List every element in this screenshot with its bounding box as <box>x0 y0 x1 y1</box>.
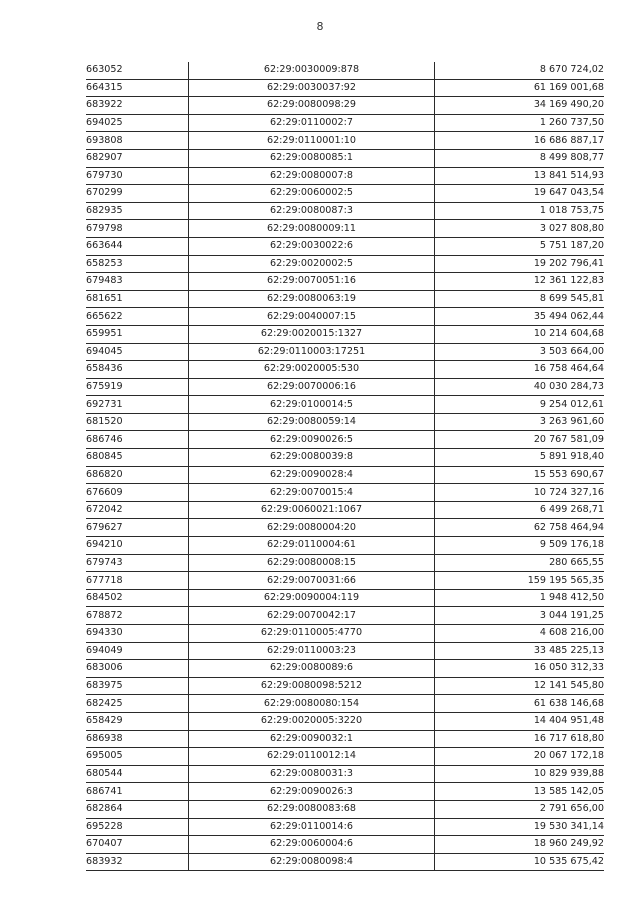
object-id-cell: 679483 <box>86 273 189 291</box>
table-body <box>86 62 604 871</box>
cadastral-number-cell: 62:29:0110014:6 <box>189 818 435 836</box>
cadastral-number-cell: 62:29:0020002:5 <box>189 255 435 273</box>
cadastral-number-cell: 62:29:0030037:92 <box>189 79 435 97</box>
page-number: 8 <box>316 20 324 33</box>
cadastral-value-cell: 10 829 939,88 <box>435 765 605 783</box>
cadastral-value-cell: 12 361 122,83 <box>435 273 605 291</box>
object-id-cell: 678872 <box>86 607 189 625</box>
cadastral-value-cell: 10 535 675,42 <box>435 853 605 871</box>
object-id-cell: 695005 <box>86 748 189 766</box>
object-id-cell: 684502 <box>86 589 189 607</box>
cadastral-number-cell: 62:29:0020005:530 <box>189 361 435 379</box>
table-row <box>86 484 604 502</box>
table-row <box>86 466 604 484</box>
cadastral-number-cell: 62:29:0110003:17251 <box>189 343 435 361</box>
table-row <box>86 202 604 220</box>
cadastral-value-cell: 3 044 191,25 <box>435 607 605 625</box>
cadastral-value-cell: 8 499 808,77 <box>435 149 605 167</box>
cadastral-value-cell: 61 169 001,68 <box>435 79 605 97</box>
table-row <box>86 625 604 643</box>
object-id-cell: 686820 <box>86 466 189 484</box>
object-id-cell: 686741 <box>86 783 189 801</box>
table-row <box>86 677 604 695</box>
table-row <box>86 537 604 555</box>
cadastral-value-cell: 40 030 284,73 <box>435 378 605 396</box>
object-id-cell: 679627 <box>86 519 189 537</box>
object-id-cell: 658253 <box>86 255 189 273</box>
cadastral-number-cell: 62:29:0080089:6 <box>189 660 435 678</box>
table-row <box>86 149 604 167</box>
object-id-cell: 672042 <box>86 501 189 519</box>
cadastral-number-cell: 62:29:0090032:1 <box>189 730 435 748</box>
cadastral-number-cell: 62:29:0030009:878 <box>189 62 435 79</box>
table-row <box>86 572 604 590</box>
cadastral-number-cell: 62:29:0080008:15 <box>189 554 435 572</box>
cadastral-value-cell: 13 841 514,93 <box>435 167 605 185</box>
table-row <box>86 501 604 519</box>
cadastral-value-cell: 6 499 268,71 <box>435 501 605 519</box>
object-id-cell: 694330 <box>86 625 189 643</box>
object-id-cell: 694210 <box>86 537 189 555</box>
table-row <box>86 255 604 273</box>
table-row <box>86 449 604 467</box>
cadastral-value-cell: 12 141 545,80 <box>435 677 605 695</box>
table-row <box>86 361 604 379</box>
object-id-cell: 664315 <box>86 79 189 97</box>
object-id-cell: 681651 <box>86 290 189 308</box>
cadastral-number-cell: 62:29:0080007:8 <box>189 167 435 185</box>
cadastral-value-cell: 3 027 808,80 <box>435 220 605 238</box>
object-id-cell: 683975 <box>86 677 189 695</box>
cadastral-number-cell: 62:29:0070051:16 <box>189 273 435 291</box>
table-row <box>86 185 604 203</box>
object-id-cell: 682425 <box>86 695 189 713</box>
object-id-cell: 679730 <box>86 167 189 185</box>
table-row <box>86 308 604 326</box>
table-row <box>86 836 604 854</box>
cadastral-number-cell: 62:29:0080031:3 <box>189 765 435 783</box>
object-id-cell: 670299 <box>86 185 189 203</box>
object-id-cell: 682864 <box>86 800 189 818</box>
cadastral-value-table <box>86 62 604 871</box>
table-row <box>86 79 604 97</box>
cadastral-value-cell: 1 948 412,50 <box>435 589 605 607</box>
table-row <box>86 748 604 766</box>
cadastral-number-cell: 62:29:0080087:3 <box>189 202 435 220</box>
cadastral-number-cell: 62:29:0110004:61 <box>189 537 435 555</box>
cadastral-number-cell: 62:29:0070031:66 <box>189 572 435 590</box>
object-id-cell: 692731 <box>86 396 189 414</box>
object-id-cell: 679798 <box>86 220 189 238</box>
table-row <box>86 607 604 625</box>
cadastral-number-cell: 62:29:0100014:5 <box>189 396 435 414</box>
object-id-cell: 663052 <box>86 62 189 79</box>
table-row <box>86 853 604 871</box>
cadastral-number-cell: 62:29:0040007:15 <box>189 308 435 326</box>
object-id-cell: 686938 <box>86 730 189 748</box>
cadastral-value-cell: 3 503 664,00 <box>435 343 605 361</box>
table-row <box>86 642 604 660</box>
cadastral-number-cell: 62:29:0080009:11 <box>189 220 435 238</box>
cadastral-number-cell: 62:29:0060004:6 <box>189 836 435 854</box>
cadastral-number-cell: 62:29:0070015:4 <box>189 484 435 502</box>
cadastral-value-cell: 5 891 918,40 <box>435 449 605 467</box>
table-row <box>86 396 604 414</box>
table-row <box>86 783 604 801</box>
table-row <box>86 712 604 730</box>
cadastral-number-cell: 62:29:0110005:4770 <box>189 625 435 643</box>
object-id-cell: 658436 <box>86 361 189 379</box>
cadastral-number-cell: 62:29:0080080:154 <box>189 695 435 713</box>
cadastral-value-cell: 10 724 327,16 <box>435 484 605 502</box>
object-id-cell: 679743 <box>86 554 189 572</box>
object-id-cell: 658429 <box>86 712 189 730</box>
cadastral-number-cell: 62:29:0080085:1 <box>189 149 435 167</box>
cadastral-value-cell: 61 638 146,68 <box>435 695 605 713</box>
table-row <box>86 273 604 291</box>
cadastral-value-cell: 33 485 225,13 <box>435 642 605 660</box>
table-row <box>86 290 604 308</box>
cadastral-value-cell: 159 195 565,35 <box>435 572 605 590</box>
cadastral-number-cell: 62:29:0030022:6 <box>189 237 435 255</box>
table-row <box>86 519 604 537</box>
cadastral-number-cell: 62:29:0060021:1067 <box>189 501 435 519</box>
table-row <box>86 62 604 79</box>
cadastral-value-cell: 4 608 216,00 <box>435 625 605 643</box>
cadastral-number-cell: 62:29:0080098:5212 <box>189 677 435 695</box>
cadastral-number-cell: 62:29:0080004:20 <box>189 519 435 537</box>
cadastral-value-cell: 19 202 796,41 <box>435 255 605 273</box>
table-row <box>86 589 604 607</box>
table-row <box>86 343 604 361</box>
object-id-cell: 682907 <box>86 149 189 167</box>
cadastral-value-cell: 280 665,55 <box>435 554 605 572</box>
table-row <box>86 413 604 431</box>
cadastral-value-cell: 15 553 690,67 <box>435 466 605 484</box>
object-id-cell: 683932 <box>86 853 189 871</box>
object-id-cell: 676609 <box>86 484 189 502</box>
object-id-cell: 695228 <box>86 818 189 836</box>
cadastral-number-cell: 62:29:0020015:1327 <box>189 325 435 343</box>
cadastral-value-cell: 20 767 581,09 <box>435 431 605 449</box>
cadastral-number-cell: 62:29:0070042:17 <box>189 607 435 625</box>
object-id-cell: 683006 <box>86 660 189 678</box>
cadastral-value-cell: 1 260 737,50 <box>435 114 605 132</box>
cadastral-number-cell: 62:29:0080039:8 <box>189 449 435 467</box>
cadastral-value-cell: 2 791 656,00 <box>435 800 605 818</box>
cadastral-value-cell: 14 404 951,48 <box>435 712 605 730</box>
cadastral-number-cell: 62:29:0080098:29 <box>189 97 435 115</box>
cadastral-value-cell: 8 670 724,02 <box>435 62 605 79</box>
object-id-cell: 693808 <box>86 132 189 150</box>
table-row <box>86 132 604 150</box>
cadastral-value-cell: 62 758 464,94 <box>435 519 605 537</box>
cadastral-value-cell: 16 050 312,33 <box>435 660 605 678</box>
cadastral-number-cell: 62:29:0080098:4 <box>189 853 435 871</box>
cadastral-number-cell: 62:29:0080083:68 <box>189 800 435 818</box>
object-id-cell: 694025 <box>86 114 189 132</box>
table-row <box>86 730 604 748</box>
object-id-cell: 686746 <box>86 431 189 449</box>
object-id-cell: 683922 <box>86 97 189 115</box>
object-id-cell: 694045 <box>86 343 189 361</box>
cadastral-number-cell: 62:29:0070006:16 <box>189 378 435 396</box>
cadastral-number-cell: 62:29:0090028:4 <box>189 466 435 484</box>
cadastral-value-cell: 9 509 176,18 <box>435 537 605 555</box>
cadastral-number-cell: 62:29:0090026:3 <box>189 783 435 801</box>
cadastral-number-cell: 62:29:0090026:5 <box>189 431 435 449</box>
cadastral-value-cell: 3 263 961,60 <box>435 413 605 431</box>
table-row <box>86 167 604 185</box>
cadastral-number-cell: 62:29:0080063:19 <box>189 290 435 308</box>
table-row <box>86 325 604 343</box>
cadastral-value-cell: 16 686 887,17 <box>435 132 605 150</box>
cadastral-number-cell: 62:29:0080059:14 <box>189 413 435 431</box>
cadastral-value-cell: 9 254 012,61 <box>435 396 605 414</box>
cadastral-number-cell: 62:29:0060002:5 <box>189 185 435 203</box>
cadastral-value-cell: 8 699 545,81 <box>435 290 605 308</box>
object-id-cell: 681520 <box>86 413 189 431</box>
object-id-cell: 675919 <box>86 378 189 396</box>
object-id-cell: 680544 <box>86 765 189 783</box>
object-id-cell: 659951 <box>86 325 189 343</box>
table-row <box>86 660 604 678</box>
cadastral-value-cell: 19 647 043,54 <box>435 185 605 203</box>
cadastral-number-cell: 62:29:0110002:7 <box>189 114 435 132</box>
object-id-cell: 680845 <box>86 449 189 467</box>
cadastral-value-cell: 16 717 618,80 <box>435 730 605 748</box>
cadastral-value-cell: 5 751 187,20 <box>435 237 605 255</box>
cadastral-value-cell: 13 585 142,05 <box>435 783 605 801</box>
cadastral-value-cell: 10 214 604,68 <box>435 325 605 343</box>
cadastral-number-cell: 62:29:0110003:23 <box>189 642 435 660</box>
cadastral-number-cell: 62:29:0110001:10 <box>189 132 435 150</box>
table-row <box>86 114 604 132</box>
table-row <box>86 431 604 449</box>
object-id-cell: 682935 <box>86 202 189 220</box>
table-row <box>86 237 604 255</box>
object-id-cell: 670407 <box>86 836 189 854</box>
table-row <box>86 554 604 572</box>
table-row <box>86 818 604 836</box>
table-row <box>86 220 604 238</box>
cadastral-number-cell: 62:29:0020005:3220 <box>189 712 435 730</box>
table-row <box>86 97 604 115</box>
cadastral-value-cell: 34 169 490,20 <box>435 97 605 115</box>
cadastral-number-cell: 62:29:0090004:119 <box>189 589 435 607</box>
table-row <box>86 695 604 713</box>
cadastral-value-cell: 16 758 464,64 <box>435 361 605 379</box>
table-row <box>86 765 604 783</box>
cadastral-number-cell: 62:29:0110012:14 <box>189 748 435 766</box>
cadastral-value-cell: 20 067 172,18 <box>435 748 605 766</box>
table-row <box>86 378 604 396</box>
object-id-cell: 663644 <box>86 237 189 255</box>
cadastral-value-cell: 35 494 062,44 <box>435 308 605 326</box>
object-id-cell: 677718 <box>86 572 189 590</box>
cadastral-value-cell: 18 960 249,92 <box>435 836 605 854</box>
table-row <box>86 800 604 818</box>
cadastral-value-cell: 1 018 753,75 <box>435 202 605 220</box>
cadastral-value-cell: 19 530 341,14 <box>435 818 605 836</box>
object-id-cell: 694049 <box>86 642 189 660</box>
object-id-cell: 665622 <box>86 308 189 326</box>
